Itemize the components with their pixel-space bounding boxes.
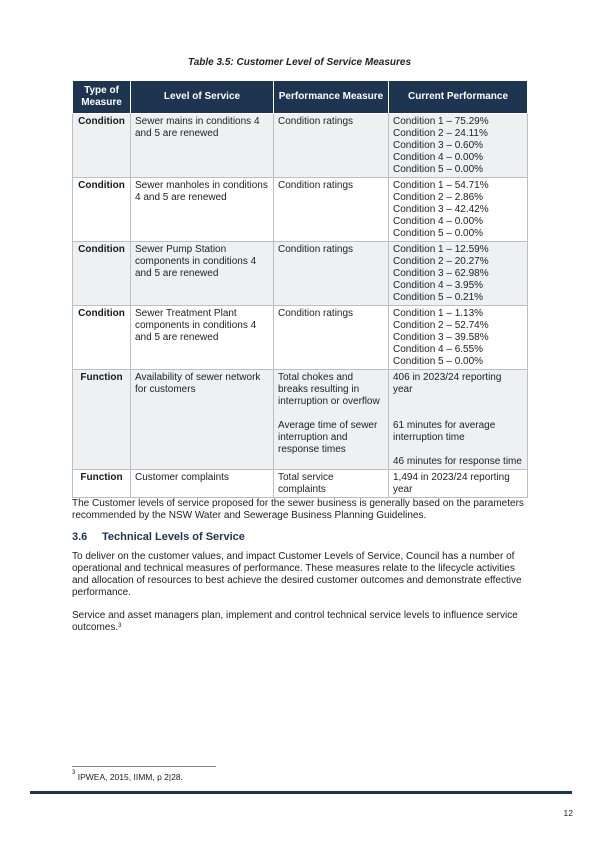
performance-line: Condition 1 – 54.71% <box>393 180 489 191</box>
col-header-measure: Performance Measure <box>274 81 389 114</box>
service-paragraph-text: Service and asset managers plan, implement and control technical service levels to influence service outcomes. <box>72 610 518 633</box>
performance-line: Condition 1 – 75.29% <box>393 116 489 127</box>
cell-level: Sewer Pump Station components in conditions 4 and 5 are renewed <box>131 242 274 306</box>
performance-line: 406 in 2023/24 reporting year <box>393 372 502 395</box>
section-number: 3.6 <box>72 531 88 543</box>
cell-measure <box>274 242 389 306</box>
performance-line: Condition 5 – 0.00% <box>393 164 484 175</box>
cell-level: Sewer manholes in conditions 4 and 5 are renewed <box>131 178 274 242</box>
cell-type: Condition <box>73 178 131 242</box>
cell-performance <box>389 306 528 370</box>
performance-line: Condition 4 – 0.00% <box>393 216 484 227</box>
cell-type: Condition <box>73 306 131 370</box>
performance-line: Condition 3 – 62.98% <box>393 268 489 279</box>
measure-line: Total service complaints <box>278 472 334 495</box>
performance-line: Condition 4 – 3.95% <box>393 280 484 291</box>
performance-line: Condition 3 – 42.42% <box>393 204 489 215</box>
col-header-type: Type of Measure <box>73 81 131 114</box>
table-row <box>73 370 528 470</box>
cell-type: Condition <box>73 114 131 178</box>
table-row <box>73 306 528 370</box>
performance-line: Condition 4 – 6.55% <box>393 344 484 355</box>
cell-performance <box>389 114 528 178</box>
section-title: Technical Levels of Service <box>102 531 245 543</box>
table-caption: Table 3.5: Customer Level of Service Measures <box>187 57 412 68</box>
footnote-marker: 3 <box>72 770 76 776</box>
table-row <box>73 470 528 498</box>
cell-measure <box>274 370 389 470</box>
measure-line: Condition ratings <box>278 116 354 127</box>
performance-line: Condition 3 – 0.60% <box>393 140 484 151</box>
cell-level: Sewer Treatment Plant components in conditions 4 and 5 are renewed <box>131 306 274 370</box>
cell-measure <box>274 306 389 370</box>
performance-line: Condition 5 – 0.00% <box>393 356 484 367</box>
measure-line: Condition ratings <box>278 244 354 255</box>
cell-measure <box>274 178 389 242</box>
measure-line: Condition ratings <box>278 180 354 191</box>
performance-line: 46 minutes for response time <box>393 456 522 467</box>
performance-line: Condition 5 – 0.21% <box>393 292 484 303</box>
performance-line: Condition 5 – 0.00% <box>393 228 484 239</box>
table-header-row <box>73 81 528 114</box>
performance-line: Condition 4 – 0.00% <box>393 152 484 163</box>
footer-rule <box>30 791 572 794</box>
cell-measure <box>274 470 389 498</box>
cell-type: Function <box>73 470 131 498</box>
col-header-performance: Current Performance <box>389 81 528 114</box>
col-header-level: Level of Service <box>131 81 274 114</box>
technical-paragraph: To deliver on the customer values, and impact Customer Levels of Service, Council has a number of operational and technical measures of performance. These measures relate to the lifecycle activities and allocation of resources to best achieve the desired customer outcomes and demonstrate effective performance. <box>72 551 522 598</box>
table-row <box>73 242 528 306</box>
intro-paragraph: The Customer levels of service proposed for the sewer business is generally based on the parameters recommended by the NSW Water and Sewerage Business Planning Guidelines. <box>72 498 524 521</box>
cell-performance <box>389 178 528 242</box>
measure-line: Condition ratings <box>278 308 354 319</box>
cell-level: Availability of sewer network for customers <box>131 370 274 470</box>
performance-line: Condition 3 – 39.58% <box>393 332 489 343</box>
performance-line: Condition 2 – 24.11% <box>393 128 488 139</box>
table-row <box>73 178 528 242</box>
performance-line: Condition 2 – 52.74% <box>393 320 489 331</box>
performance-line: 61 minutes for average interruption time <box>393 420 496 443</box>
footnote <box>72 772 183 782</box>
performance-line: Condition 1 – 1.13% <box>393 308 484 319</box>
cell-measure <box>274 114 389 178</box>
cell-type: Function <box>73 370 131 470</box>
cell-level: Sewer mains in conditions 4 and 5 are renewed <box>131 114 274 178</box>
cell-performance <box>389 370 528 470</box>
footnote-text: IPWEA, 2015, IIMM, p 2|28. <box>77 772 183 782</box>
page-number: 12 <box>563 808 573 818</box>
table-row <box>73 114 528 178</box>
customer-los-table <box>72 80 528 498</box>
service-paragraph <box>72 610 528 634</box>
cell-type: Condition <box>73 242 131 306</box>
measure-line: Total chokes and breaks resulting in interruption or overflow <box>278 372 380 407</box>
measure-line: Average time of sewer interruption and response times <box>278 420 378 455</box>
performance-line: Condition 2 – 2.86% <box>393 192 484 203</box>
performance-line: Condition 1 – 12.59% <box>393 244 489 255</box>
performance-line: 1,494 in 2023/24 reporting year <box>393 472 510 495</box>
cell-level: Customer complaints <box>131 470 274 498</box>
cell-performance <box>389 242 528 306</box>
footnote-divider <box>72 766 216 767</box>
section-heading <box>72 531 245 543</box>
performance-line: Condition 2 – 20.27% <box>393 256 489 267</box>
cell-performance <box>389 470 528 498</box>
footnote-reference: 3 <box>118 623 122 629</box>
